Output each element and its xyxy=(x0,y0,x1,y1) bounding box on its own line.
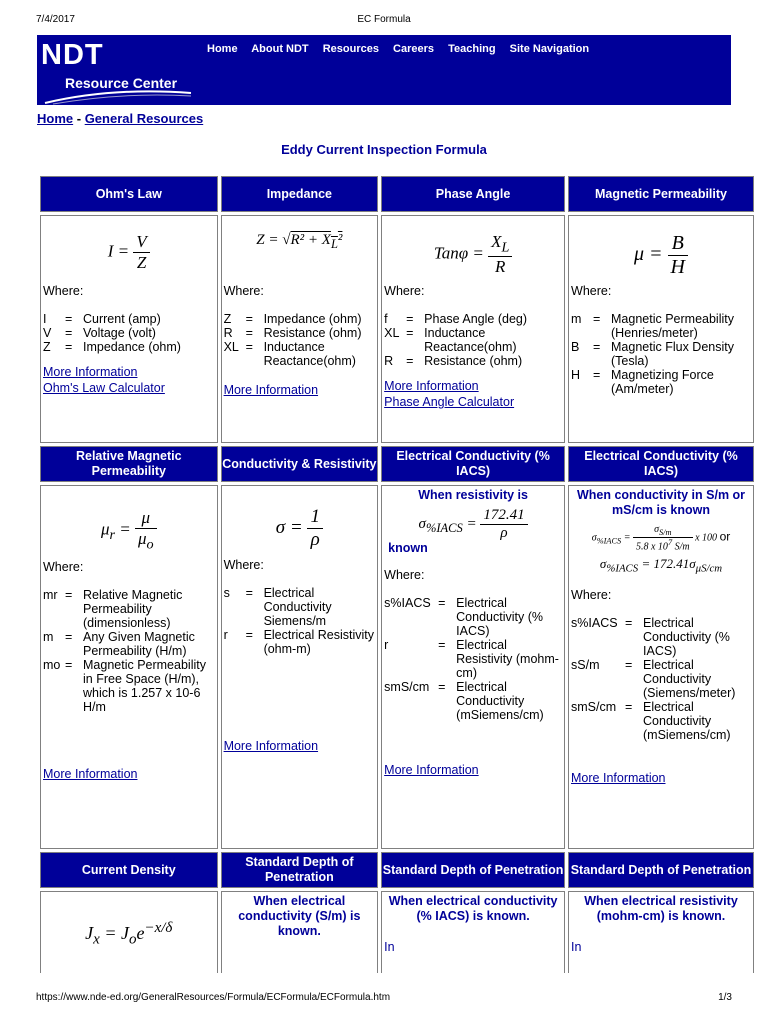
depth3-intro: When electrical resistivity (mohm-cm) is known. xyxy=(584,894,738,923)
cell-conductivity-resistivity xyxy=(221,485,379,849)
permeability-formula: μ = $\frac{B}{H}$ xyxy=(571,232,751,274)
cell-ohms-law xyxy=(40,215,218,443)
formula-grid xyxy=(37,173,757,973)
impedance-formula: $Z = √R^2 + X_L^2$ xyxy=(256,232,343,251)
iacs2-intro: When conductivity in S/m or mS/cm is known xyxy=(576,488,746,517)
iacs2-formula-a: $\sigma_{\%IACS}$ = $\frac{\sigma_{S/m}}{5.8 x 10^7 S/m}$ x 100 or xyxy=(591,524,731,553)
cell-impedance xyxy=(221,215,379,443)
nav-teaching[interactable]: Teaching xyxy=(448,43,496,55)
cell-relative-permeability xyxy=(40,485,218,849)
print-header xyxy=(36,14,732,28)
cell-iacs-1 xyxy=(381,485,565,849)
rel-vars: mr = Relative Magnetic Permeability (dimensionless) m = Any Given Magnetic Permeability (H/m) mo = Magnetic Permeability in Free Space (H/m), which is 1.257 x 10-6 H/m xyxy=(43,588,206,714)
where-label: Where: xyxy=(43,560,84,574)
perm-vars: m = Magnetic Permeability (Henries/meter) B = Magnetic Flux Density (Tesla) H = Magnetizing Force (Am/meter) xyxy=(571,312,734,396)
logo-ndt: NDT xyxy=(41,39,104,71)
phase-more-info-link[interactable]: More Information xyxy=(384,379,479,393)
header-impedance: Impedance xyxy=(221,176,379,212)
iacs1-formula: $\sigma_{\%IACS}$ = $\frac{172.41}{\rho}$ xyxy=(384,507,562,541)
header-depth-2: Standard Depth of Penetration xyxy=(381,852,565,888)
iacs2-more-info-link[interactable]: More Information xyxy=(571,771,666,785)
ohms-calculator-link[interactable]: Ohm's Law Calculator xyxy=(43,381,165,395)
print-url: https://www.nde-ed.org/GeneralResources/Formula/ECFormula/ECFormula.htm xyxy=(36,992,391,1003)
cell-current-density xyxy=(40,891,218,973)
top-nav xyxy=(207,43,600,55)
depth3-in: In xyxy=(571,940,582,954)
print-date: 7/4/2017 xyxy=(36,14,75,25)
cell-magnetic-permeability xyxy=(568,215,754,443)
nav-careers[interactable]: Careers xyxy=(393,43,435,55)
nav-about-ndt[interactable]: About NDT xyxy=(251,43,309,55)
iacs2-formula-b: $\sigma_{\%IACS} = 172.41\sigma_{\mu S/cm}$ xyxy=(599,556,723,575)
logo-resource-center: Resource Center xyxy=(65,75,178,91)
breadcrumb-general-resources-link[interactable]: General Resources xyxy=(84,111,204,126)
cell-iacs-2 xyxy=(568,485,754,849)
iacs2-vars: s%IACS = Electrical Conductivity (% IACS) sS/m = Electrical Conductivity (Siemens/meter) smS/cm = Electrical Conductivity (mSiemens/cm) xyxy=(571,616,736,742)
logo-swoosh-icon xyxy=(43,89,193,105)
header-ohms-law: Ohm's Law xyxy=(40,176,218,212)
phase-calculator-link[interactable]: Phase Angle Calculator xyxy=(384,395,515,409)
where-label: Where: xyxy=(43,284,84,298)
header-relative-permeability: Relative Magnetic Permeability xyxy=(40,446,218,482)
header-magnetic-permeability: Magnetic Permeability xyxy=(568,176,754,212)
print-page-number: 1/3 xyxy=(718,992,732,1003)
depth2-in: In xyxy=(384,940,395,954)
iacs2-or: or xyxy=(719,529,731,544)
nav-site-navigation[interactable]: Site Navigation xyxy=(509,43,590,55)
page-title: Eddy Current Inspection Formula xyxy=(281,142,487,157)
print-title: EC Formula xyxy=(357,14,411,25)
iacs1-more-info-link[interactable]: More Information xyxy=(384,763,479,777)
nav-home[interactable]: Home xyxy=(207,43,238,55)
conductivity-formula: σ = $\frac{1}{\rho}$ xyxy=(224,506,376,548)
impedance-vars: Z = Impedance (ohm) R = Resistance (ohm) XL = Inductance Reactance(ohm) xyxy=(223,312,362,368)
impedance-more-info-link[interactable]: More Information xyxy=(223,383,319,397)
cell-depth-3 xyxy=(568,891,754,973)
header-iacs-2: Electrical Conductivity (% IACS) xyxy=(568,446,754,482)
where-label: Where: xyxy=(223,558,264,572)
iacs1-intro-known: known xyxy=(388,541,428,555)
header-iacs-1: Electrical Conductivity (% IACS) xyxy=(381,446,565,482)
phase-angle-formula: Tanφ = $\frac{X_L}{R}$ xyxy=(384,232,562,274)
breadcrumb-sep: - xyxy=(73,111,85,126)
cell-depth-2 xyxy=(381,891,565,973)
iacs1-intro: When resistivity is xyxy=(418,488,528,502)
cell-phase-angle xyxy=(381,215,565,443)
relative-permeability-formula: $\mu_r$ = $\frac{\mu}{\mu_o}$ xyxy=(43,508,215,550)
breadcrumb-home-link[interactable]: Home xyxy=(37,111,74,126)
header-phase-angle: Phase Angle xyxy=(381,176,565,212)
where-label: Where: xyxy=(571,588,612,602)
cell-depth-1 xyxy=(221,891,379,973)
rel-more-info-link[interactable]: More Information xyxy=(43,767,138,781)
cond-vars: s = Electrical Conductivity Siemens/m r = Electrical Resistivity (ohm-m) xyxy=(223,586,374,656)
header-depth-3: Standard Depth of Penetration xyxy=(568,852,754,888)
depth2-intro: When electrical conductivity (% IACS) is known. xyxy=(388,894,558,923)
breadcrumb xyxy=(37,111,203,126)
ohms-law-formula: I = $\frac{V}{Z}$ xyxy=(43,232,215,274)
where-label: Where: xyxy=(571,284,612,298)
current-density-formula: $J_x = J_oe^{-x/\delta}$ xyxy=(85,920,173,948)
iacs1-vars: s%IACS = Electrical Conductivity (% IACS) r = Electrical Resistivity (mohm-cm) smS/cm = Electrical Conductivity (mSiemens/cm) xyxy=(384,596,559,722)
where-label: Where: xyxy=(384,568,425,582)
phase-vars: f = Phase Angle (deg) XL = Inductance Reactance(ohm) R = Resistance (ohm) xyxy=(384,312,528,368)
ohms-more-info-link[interactable]: More Information xyxy=(43,365,138,379)
nav-resources[interactable]: Resources xyxy=(322,43,379,55)
site-banner xyxy=(37,35,731,105)
where-label: Where: xyxy=(384,284,425,298)
ohms-vars: I = Current (amp) V = Voltage (volt) Z = Impedance (ohm) xyxy=(43,312,181,354)
header-depth-1: Standard Depth of Penetration xyxy=(221,852,379,888)
header-current-density: Current Density xyxy=(40,852,218,888)
depth1-intro: When electrical conductivity (S/m) is known. xyxy=(238,894,361,938)
where-label: Where: xyxy=(223,284,264,298)
cond-more-info-link[interactable]: More Information xyxy=(223,739,319,753)
print-footer xyxy=(36,992,732,1006)
ndt-logo[interactable] xyxy=(41,41,201,101)
header-conductivity-resistivity: Conductivity & Resistivity xyxy=(221,446,379,482)
